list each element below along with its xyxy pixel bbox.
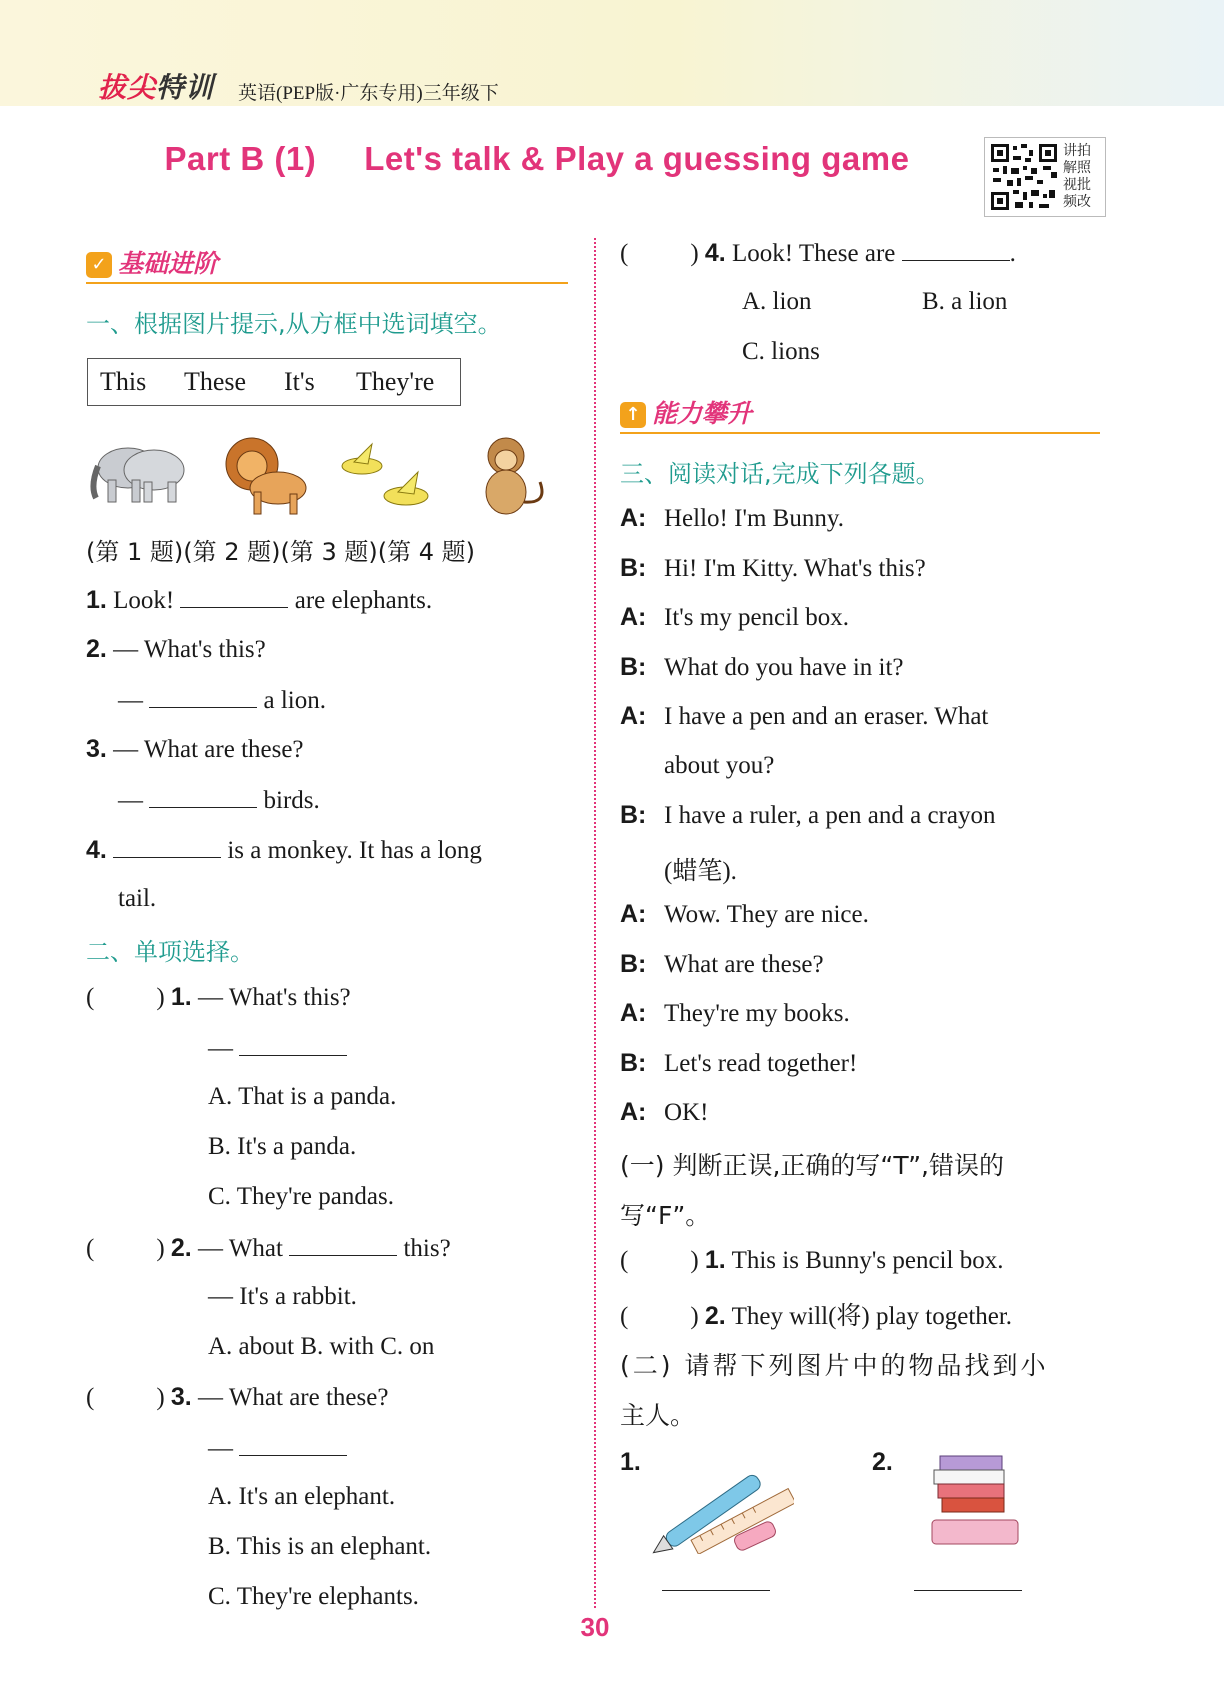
option[interactable]: A. That is a panda.: [208, 1083, 397, 1110]
answer-blank[interactable]: [662, 1590, 770, 1591]
q1-item-2-question: 2. — What's this?: [86, 635, 266, 663]
speaker-label: B:: [620, 553, 647, 582]
dialogue-line: [620, 603, 849, 632]
answer-blank[interactable]: [149, 785, 257, 808]
q3-part1-instruction: (一) 判断正误,正确的写“T”,错误的: [620, 1151, 1004, 1180]
book-title: 英语(PEP版·广东专用)三年级下: [238, 83, 499, 104]
option[interactable]: C. They're pandas.: [208, 1183, 394, 1210]
q2-item-2-line2: — It's a rabbit.: [208, 1283, 357, 1310]
word-box-word: These: [184, 367, 247, 396]
answer-paren[interactable]: ( ): [86, 1384, 165, 1411]
answer-paren[interactable]: ( ): [620, 240, 699, 267]
dialogue-text: What do you have in it?: [664, 653, 904, 681]
title-topic: Let's talk & Play a guessing game: [364, 140, 910, 177]
q3-part2-instruction: (二) 请帮下列图片中的物品找到小: [620, 1351, 1049, 1380]
tf-item-2: ( ) 2. They will(将) play together.: [620, 1302, 1013, 1330]
dialogue-text: OK!: [664, 1099, 709, 1126]
picture-captions: [86, 532, 475, 567]
option[interactable]: C. lions: [742, 338, 820, 365]
dialogue-line: [620, 801, 995, 830]
option[interactable]: B. a lion: [922, 288, 1008, 315]
speaker-label: B:: [620, 1048, 647, 1077]
answer-blank[interactable]: [239, 1433, 347, 1456]
answer-blank[interactable]: [180, 585, 288, 608]
answer-blank[interactable]: [149, 685, 257, 708]
answer-paren[interactable]: ( ): [620, 1247, 699, 1274]
q1-item-3-answer: — birds.: [118, 787, 320, 814]
page-number: 30: [580, 1612, 610, 1642]
option[interactable]: A. lion: [742, 288, 812, 315]
answer-blank[interactable]: [239, 1033, 347, 1056]
q2-item-1-question: ( ) 1. — What's this?: [86, 983, 351, 1011]
speaker-label: B:: [620, 801, 647, 829]
q2-item-3-answer: —: [208, 1433, 347, 1463]
dialogue-line: [620, 653, 904, 682]
speaker-label: A:: [620, 900, 647, 928]
title-part: Part B (1): [164, 140, 317, 177]
word-box: [87, 358, 461, 406]
q1-item-4: 4. is a monkey. It has a long: [86, 836, 482, 864]
pen-ruler-eraser-picture: [648, 1462, 794, 1554]
answer-paren[interactable]: ( ): [620, 1303, 699, 1330]
qr-caption: 讲拍解照视批频改: [1063, 143, 1091, 210]
dialogue-line: [620, 1049, 857, 1078]
caption: (第 1 题): [86, 538, 184, 566]
dialogue-text: It's my pencil box.: [664, 604, 850, 631]
q2-item-3-question: ( ) 3. — What are these?: [86, 1383, 389, 1411]
option[interactable]: C. They're elephants.: [208, 1583, 419, 1610]
brand-logo: 拔尖特训: [98, 72, 215, 103]
dialogue-text: Let's read together!: [664, 1049, 858, 1077]
q2-item-4-question: ( ) 4. Look! These are .: [620, 239, 1016, 267]
speaker-label: A:: [620, 702, 647, 730]
dialogue-text: They're my books.: [664, 1000, 850, 1027]
answer-paren[interactable]: ( ): [86, 1235, 165, 1262]
answer-blank[interactable]: [902, 238, 1010, 261]
q3-part2-instruction-cont: 主人。: [620, 1401, 696, 1430]
q3-part1-instruction-cont: 写“F”。: [620, 1201, 711, 1230]
dialogue-text: Hi! I'm Kitty. What's this?: [664, 554, 926, 582]
option[interactable]: A. It's an elephant.: [208, 1483, 396, 1510]
dialogue-line: [620, 554, 926, 583]
dialogue-line: [620, 851, 737, 887]
dialogue-text: Hello! I'm Bunny.: [664, 505, 844, 532]
dialogue-line: [620, 950, 824, 979]
dialogue-text: Wow. They are nice.: [664, 901, 869, 928]
q2-item-1-answer: —: [208, 1033, 347, 1063]
speaker-label: A:: [620, 603, 647, 631]
q1-heading: 一、根据图片提示,从方框中选词填空。: [86, 310, 502, 338]
q2-heading: 二、单项选择。: [86, 938, 254, 966]
books-pencilbox-picture: [930, 1448, 1030, 1552]
answer-blank[interactable]: [113, 835, 221, 858]
section-advanced: ↑ 能力攀升: [620, 394, 1100, 434]
dialogue-text: about you?: [664, 751, 775, 779]
answer-blank[interactable]: [289, 1233, 397, 1256]
q1-item-3-question: 3. — What are these?: [86, 735, 304, 763]
dialogue-line: [620, 752, 774, 780]
elephants-picture: [88, 436, 190, 508]
speaker-label: B:: [620, 652, 647, 681]
word-box-word: They're: [356, 367, 435, 396]
dialogue-line: [620, 900, 869, 929]
option[interactable]: B. It's a panda.: [208, 1133, 357, 1160]
caption: (第 4 题): [377, 538, 476, 566]
caption: (第 3 题): [280, 538, 378, 566]
section-basic: ✓ 基础进阶: [86, 244, 568, 284]
speaker-label: A:: [620, 504, 647, 532]
climber-icon: ↑: [620, 402, 646, 428]
column-divider: [594, 238, 596, 1608]
picture-number: 1.: [620, 1448, 641, 1476]
birds-picture: [334, 440, 442, 516]
tf-item-1: ( ) 1. This is Bunny's pencil box.: [620, 1246, 1004, 1274]
q1-item-4-cont: tail.: [118, 885, 157, 912]
dialogue-line: [620, 702, 988, 731]
qr-code-icon: [989, 142, 1059, 212]
dialogue-text: What are these?: [664, 950, 824, 978]
runner-icon: ✓: [86, 252, 112, 278]
lion-picture: [218, 436, 310, 518]
q1-item-1: 1. Look! are elephants.: [86, 586, 433, 614]
speaker-label: B:: [620, 949, 647, 978]
q3-heading: 三、阅读对话,完成下列各题。: [620, 460, 940, 488]
q1-item-2-answer: — a lion.: [118, 687, 326, 714]
answer-paren[interactable]: ( ): [86, 984, 165, 1011]
dialogue-text: I have a pen and an eraser. What: [664, 703, 989, 730]
qr-code[interactable]: [984, 137, 1106, 217]
q2-item-2-options[interactable]: A. about B. with C. on: [208, 1333, 435, 1360]
q2-item-2-question: ( ) 2. — What this?: [86, 1234, 451, 1262]
dialogue-line: [620, 999, 850, 1028]
dialogue-line: [620, 1098, 708, 1127]
monkey-picture: [470, 432, 552, 520]
word-box-word: This: [100, 367, 147, 396]
dialogue-text: (蜡笔).: [664, 857, 737, 885]
option[interactable]: B. This is an elephant.: [208, 1533, 432, 1560]
caption: (第 2 题): [183, 538, 281, 566]
dialogue-text: I have a ruler, a pen and a crayon: [664, 802, 996, 829]
picture-number: 2.: [872, 1448, 893, 1476]
dialogue-line: [620, 504, 844, 533]
word-box-word: It's: [284, 367, 315, 396]
answer-blank[interactable]: [914, 1590, 1022, 1591]
speaker-label: A:: [620, 999, 647, 1027]
speaker-label: A:: [620, 1098, 647, 1126]
